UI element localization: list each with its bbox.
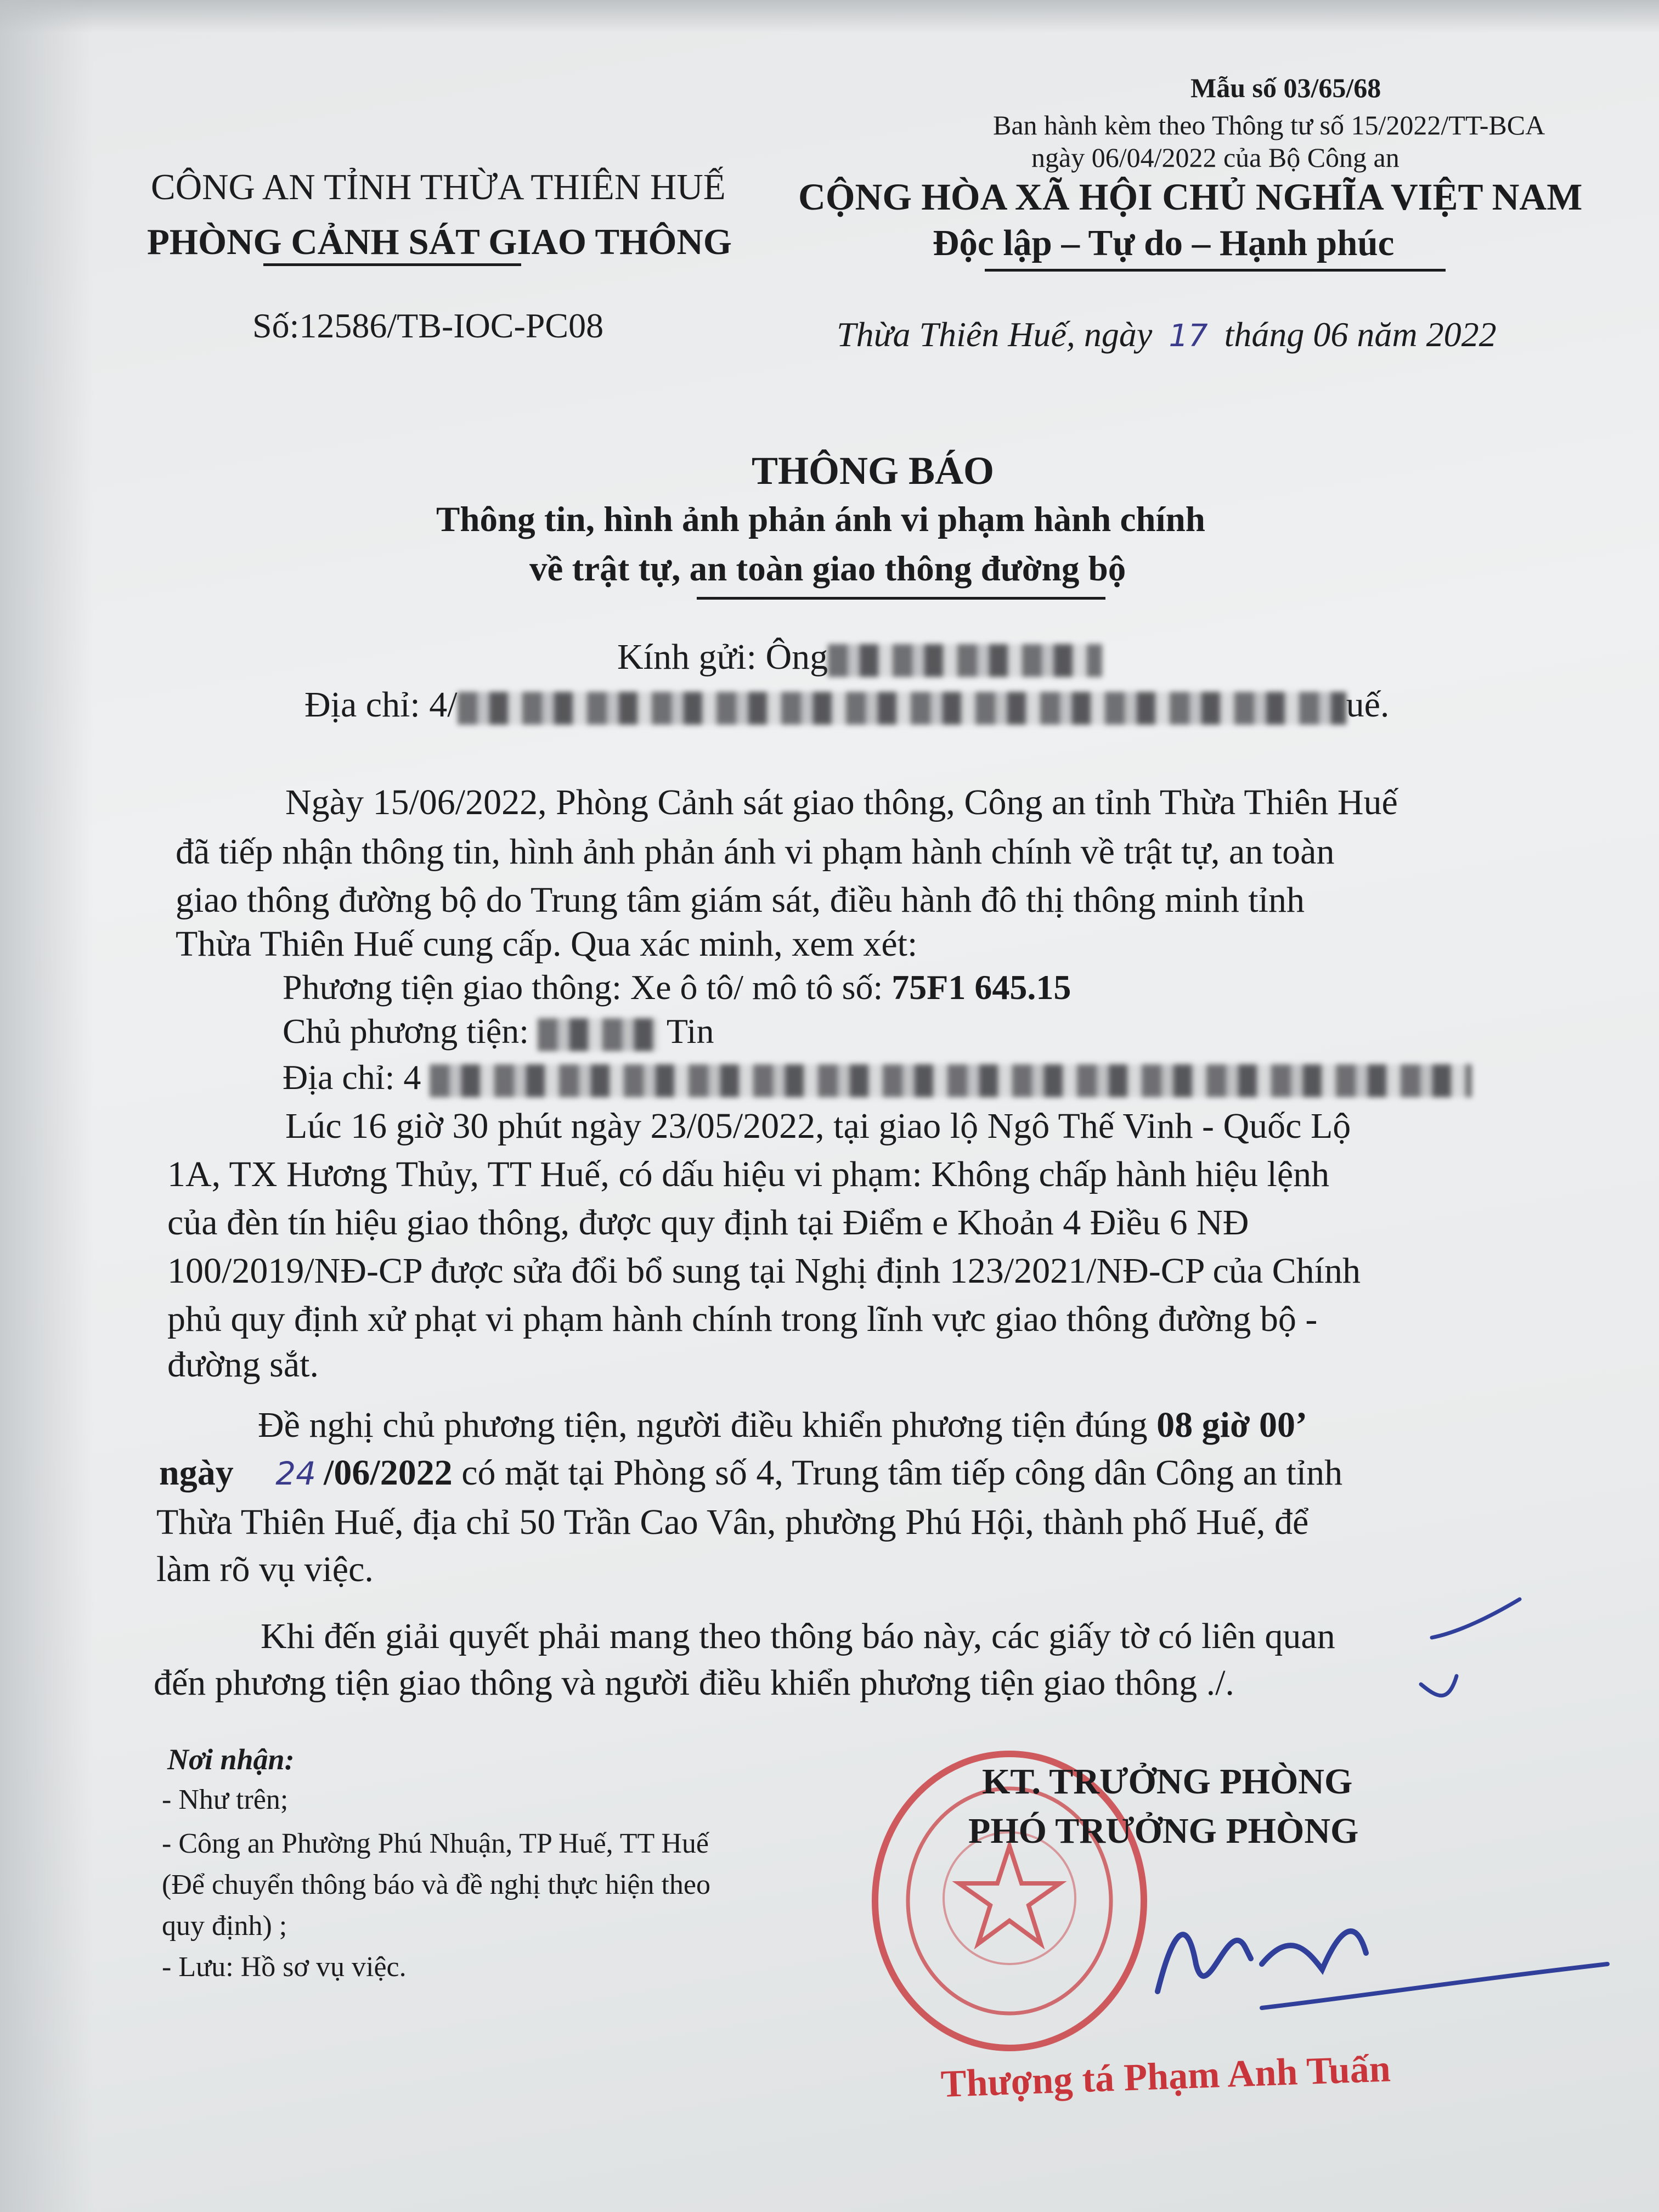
- agency-line2: PHÒNG CẢNH SÁT GIAO THÔNG: [147, 222, 732, 262]
- p2-line6: đường sắt.: [167, 1345, 319, 1385]
- national-line2: Độc lập – Tự do – Hạnh phúc: [933, 223, 1395, 263]
- signature-title-1: KT. TRƯỞNG PHÒNG: [982, 1762, 1353, 1802]
- owner-address-line: [283, 1060, 1472, 1097]
- redacted-recipient-name: [828, 644, 1102, 677]
- p4-line1: Khi đến giải quyết phải mang theo thông báo này, các giấy tờ có liên quan: [261, 1616, 1335, 1656]
- agency-line1: CÔNG AN TỈNH THỪA THIÊN HUẾ: [151, 167, 726, 207]
- p2-line5: phủ quy định xử phạt vi phạm hành chính trong lĩnh vực giao thông đường bộ -: [167, 1299, 1318, 1339]
- page-shadow-left: [0, 0, 93, 2212]
- handwritten-signature: [1125, 1882, 1629, 2024]
- date-prefix: Thừa Thiên Huế, ngày: [837, 315, 1153, 354]
- notice-title: THÔNG BÁO: [752, 449, 995, 493]
- owner-address-label: Địa chỉ:: [283, 1058, 395, 1097]
- recipients-item-4: quy định) ;: [162, 1910, 287, 1942]
- form-issued-date: ngày 06/04/2022 của Bộ Công an: [1031, 142, 1400, 173]
- vehicle-line: [283, 970, 1071, 1005]
- agency-underline: [263, 263, 521, 266]
- redacted-recipient-address: [458, 692, 1346, 725]
- recipient-address-end: uế.: [1346, 685, 1390, 725]
- title-underline: [697, 597, 1105, 600]
- vehicle-label: Phương tiện giao thông: Xe ô tô/ mô tô số:: [283, 968, 883, 1007]
- p1-line3: giao thông đường bộ do Trung tâm giám sát, điều hành đô thị thông minh tỉnh: [176, 880, 1305, 920]
- p3-line1-text: Đề nghị chủ phương tiện, người điều khiển phương tiện đúng: [258, 1405, 1148, 1445]
- recipient-address-label: Địa chỉ:: [304, 685, 420, 725]
- notice-subtitle-1: Thông tin, hình ảnh phản ánh vi phạm hành chính: [436, 500, 1205, 539]
- vehicle-plate: 75F1 645.15: [891, 968, 1071, 1007]
- recipient-title: Ông: [765, 637, 828, 677]
- signer-name: Thượng tá Phạm Anh Tuấn: [940, 2047, 1391, 2106]
- recipients-item-2: - Công an Phường Phú Nhuận, TP Huế, TT Huế: [162, 1828, 709, 1859]
- p4-line2: đến phương tiện giao thông và người điều khiển phương tiện giao thông ./.: [154, 1663, 1234, 1703]
- redacted-owner-address: [430, 1064, 1472, 1097]
- national-underline: [985, 269, 1446, 272]
- national-line1: CỘNG HÒA XÃ HỘI CHỦ NGHĨA VIỆT NAM: [798, 176, 1583, 218]
- document-number: Số:12586/TB-IOC-PC08: [252, 306, 604, 345]
- p2-line3: của đèn tín hiệu giao thông, được quy định tại Điểm e Khoản 4 Điều 6 NĐ: [167, 1203, 1249, 1243]
- appointment-time: 08 giờ 00’: [1156, 1405, 1308, 1445]
- p2-line1: Lúc 16 giờ 30 phút ngày 23/05/2022, tại giao lộ Ngô Thế Vinh - Quốc Lộ: [285, 1106, 1351, 1146]
- owner-label: Chủ phương tiện:: [283, 1012, 529, 1051]
- recipients-item-5: - Lưu: Hồ sơ vụ việc.: [162, 1951, 407, 1983]
- p3-line1: [258, 1407, 1307, 1443]
- p2-line4: 100/2019/NĐ-CP được sửa đổi bổ sung tại Nghị định 123/2021/NĐ-CP của Chính: [167, 1251, 1361, 1291]
- p3-day-label: ngày: [159, 1453, 234, 1493]
- p1-line2: đã tiếp nhận thông tin, hình ảnh phản ánh vi phạm hành chính về trật tự, an toàn: [176, 832, 1335, 872]
- handwritten-day: 17: [1169, 318, 1208, 354]
- owner-name-visible: Tin: [666, 1012, 714, 1051]
- p1-line1: Ngày 15/06/2022, Phòng Cảnh sát giao thông, Công an tỉnh Thừa Thiên Huế: [285, 782, 1398, 822]
- recipient-label: Kính gửi:: [617, 637, 757, 677]
- date-suffix: tháng 06 năm 2022: [1224, 315, 1497, 354]
- p3-line4: làm rõ vụ việc.: [156, 1549, 374, 1589]
- recipients-title: Nơi nhận:: [167, 1743, 295, 1776]
- p3-line3: Thừa Thiên Huế, địa chỉ 50 Trần Cao Vân, phường Phú Hội, thành phố Huế, để: [156, 1502, 1309, 1542]
- redacted-owner-name: [538, 1018, 658, 1051]
- p1-line4: Thừa Thiên Huế cung cấp. Qua xác minh, xem xét:: [176, 924, 918, 964]
- appointment-date: /06/2022: [324, 1453, 453, 1493]
- page-shadow-top: [0, 0, 1659, 33]
- recipients-item-1: - Như trên;: [162, 1784, 289, 1815]
- checkmark-pen-marks: [1415, 1594, 1558, 1714]
- date-line: [837, 317, 1497, 352]
- p3-line2-text: có mặt tại Phòng số 4, Trung tâm tiếp công dân Công an tỉnh: [461, 1453, 1343, 1493]
- recipient-address-start: 4/: [429, 685, 458, 725]
- p2-line2: 1A, TX Hương Thủy, TT Huế, có dấu hiệu vi phạm: Không chấp hành hiệu lệnh: [167, 1154, 1330, 1194]
- recipients-item-3: (Để chuyển thông báo và đề nghị thực hiện theo: [162, 1869, 711, 1900]
- form-number: Mẫu số 03/65/68: [1190, 72, 1381, 103]
- owner-address-start: 4: [403, 1058, 421, 1097]
- recipient-address-line: [304, 687, 1389, 725]
- owner-line: [283, 1014, 714, 1051]
- signature-title-2: PHÓ TRƯỞNG PHÒNG: [968, 1811, 1359, 1851]
- notice-subtitle-2: về trật tự, an toàn giao thông đường bộ: [529, 549, 1126, 589]
- recipient-line: [617, 639, 1102, 677]
- p3-line2: [159, 1455, 1342, 1491]
- handwritten-appointment-day: 24: [275, 1455, 317, 1492]
- form-issued-with: Ban hành kèm theo Thông tư số 15/2022/TT-BCA: [993, 110, 1545, 140]
